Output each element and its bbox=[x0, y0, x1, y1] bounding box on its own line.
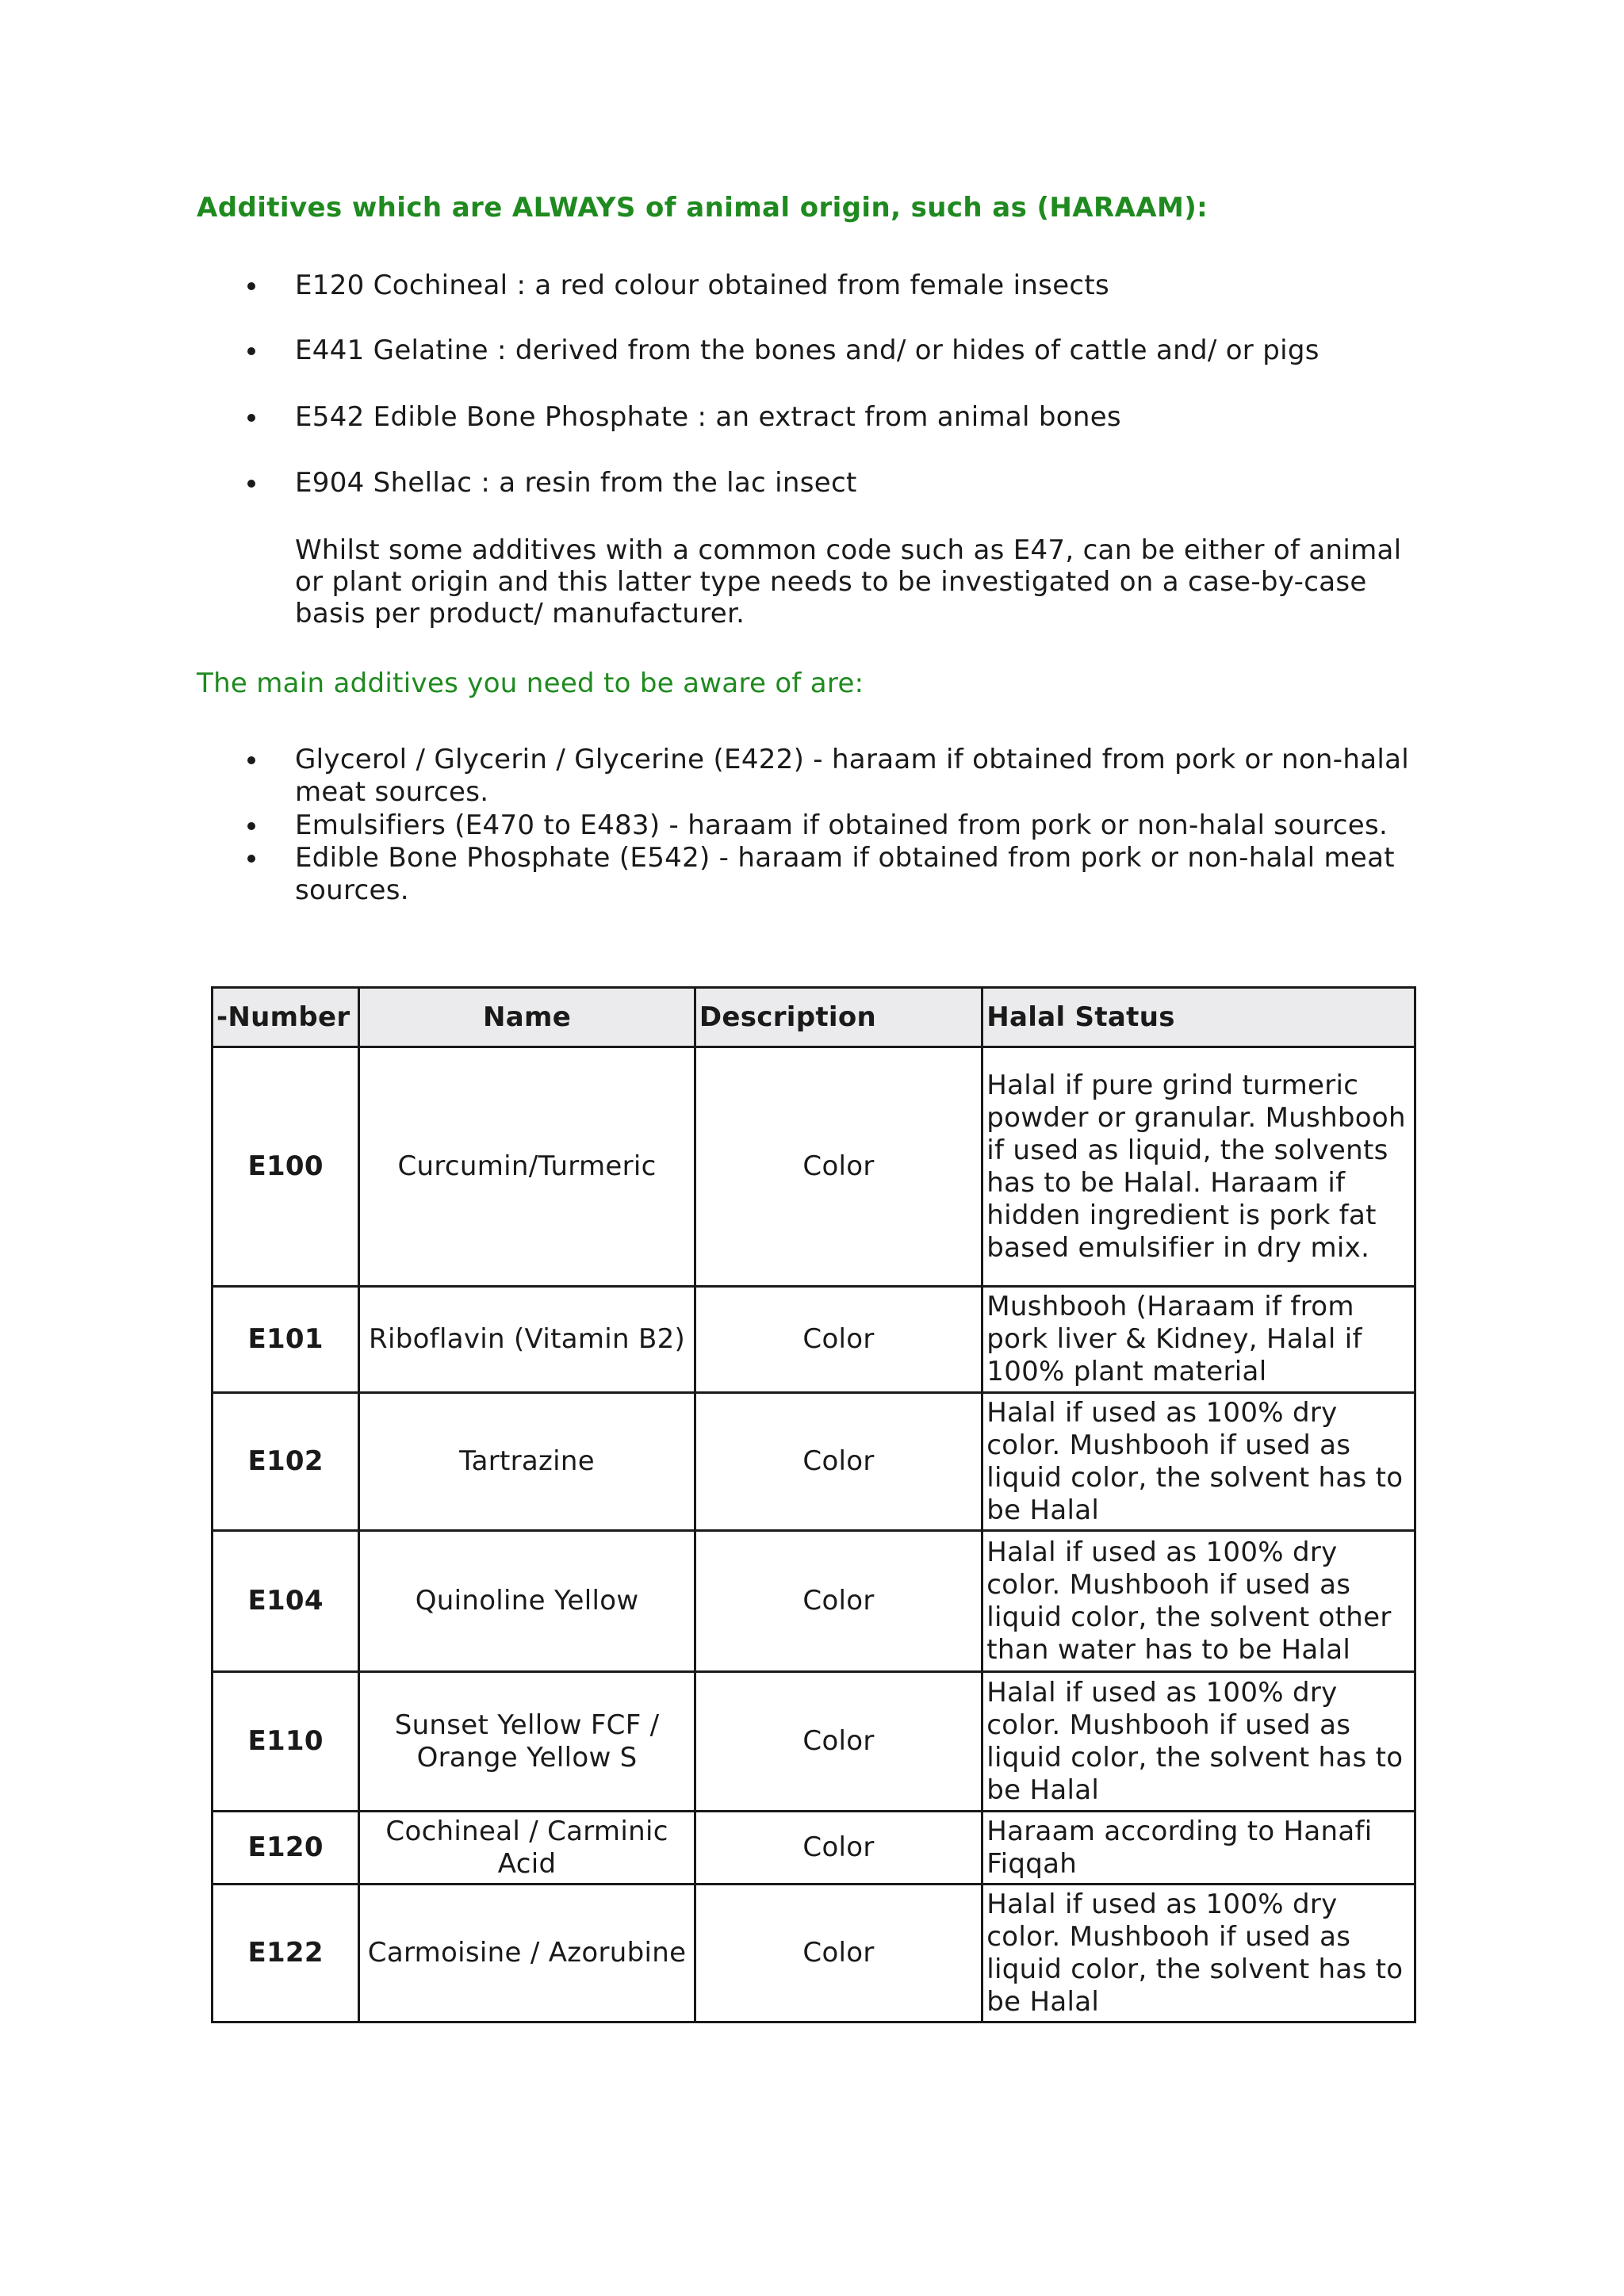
section-heading: Additives which are ALWAYS of animal origin, such as (HARAAM): bbox=[197, 192, 1208, 224]
list-item-text: E441 Gelatine : derived from the bones and/ or hides of cattle and/ or pigs bbox=[295, 335, 1320, 366]
cell-name: Tartrazine bbox=[359, 1393, 695, 1531]
list-item-text: Glycerol / Glycerin / Glycerine (E422) - haraam if obtained from pork or non-halal meat sources. bbox=[295, 744, 1409, 808]
cell-description: Color bbox=[695, 1531, 982, 1672]
column-header-name: Name bbox=[359, 988, 695, 1047]
cell-number: E104 bbox=[213, 1531, 359, 1672]
list-item-text: Edible Bone Phosphate (E542) - haraam if obtained from pork or non-halal meat sources. bbox=[295, 842, 1395, 906]
cell-status: Haraam according to Hanafi Fiqqah bbox=[982, 1812, 1415, 1885]
cell-name: Carmoisine / Azorubine bbox=[359, 1885, 695, 2022]
bullet-icon bbox=[247, 480, 255, 488]
table-row bbox=[213, 1287, 1415, 1393]
bullet-icon bbox=[247, 822, 255, 830]
bullet-icon bbox=[247, 282, 255, 290]
table-row bbox=[213, 1531, 1415, 1672]
list-item-text: E542 Edible Bone Phosphate : an extract from animal bones bbox=[295, 401, 1121, 433]
table-row bbox=[213, 1885, 1415, 2022]
table-header-row bbox=[213, 988, 1415, 1047]
cell-name: Sunset Yellow FCF / Orange Yellow S bbox=[359, 1672, 695, 1812]
table-row bbox=[213, 1672, 1415, 1812]
cell-status: Halal if pure grind turmeric powder or granular. Mushbooh if used as liquid, the solvents has to be Halal. Haraam if hidden ingredient is pork fat based emulsifier in dry mix. bbox=[982, 1047, 1415, 1287]
cell-name: Quinoline Yellow bbox=[359, 1531, 695, 1672]
cell-number: E101 bbox=[213, 1287, 359, 1393]
bullet-icon bbox=[247, 414, 255, 422]
cell-description: Color bbox=[695, 1047, 982, 1287]
cell-description: Color bbox=[695, 1885, 982, 2022]
cell-description: Color bbox=[695, 1393, 982, 1531]
column-header-description: Description bbox=[695, 988, 982, 1047]
cell-number: E100 bbox=[213, 1047, 359, 1287]
additives-table bbox=[211, 986, 1416, 2023]
cell-status: Halal if used as 100% dry color. Mushbooh if used as liquid color, the solvent has to be Halal bbox=[982, 1393, 1415, 1531]
cell-name: Cochineal / Carminic Acid bbox=[359, 1812, 695, 1885]
column-header-number: -Number bbox=[213, 988, 359, 1047]
bullet-icon bbox=[247, 756, 255, 764]
cell-name: Curcumin/Turmeric bbox=[359, 1047, 695, 1287]
cell-name: Riboflavin (Vitamin B2) bbox=[359, 1287, 695, 1393]
section-subheading: The main additives you need to be aware of are: bbox=[197, 668, 864, 699]
table-row bbox=[213, 1047, 1415, 1287]
cell-status: Mushbooh (Haraam if from pork liver & Kidney, Halal if 100% plant material bbox=[982, 1287, 1415, 1393]
cell-number: E120 bbox=[213, 1812, 359, 1885]
note-paragraph: Whilst some additives with a common code such as E47, can be either of animal or plant origin and this latter type needs to be investigated on a case-by-case basis per product/ manufacturer. bbox=[295, 534, 1402, 629]
bullet-icon bbox=[247, 347, 255, 355]
cell-status: Halal if used as 100% dry color. Mushbooh if used as liquid color, the solvent has to be Halal bbox=[982, 1672, 1415, 1812]
cell-status: Halal if used as 100% dry color. Mushbooh if used as liquid color, the solvent other than water has to be Halal bbox=[982, 1531, 1415, 1672]
cell-number: E122 bbox=[213, 1885, 359, 2022]
list-item-text: Emulsifiers (E470 to E483) - haraam if obtained from pork or non-halal sources. bbox=[295, 809, 1388, 841]
bullet-icon bbox=[247, 855, 255, 863]
cell-number: E110 bbox=[213, 1672, 359, 1812]
list-item-text: E904 Shellac : a resin from the lac insect bbox=[295, 467, 857, 499]
list-item-text: E120 Cochineal : a red colour obtained from female insects bbox=[295, 270, 1110, 301]
cell-number: E102 bbox=[213, 1393, 359, 1531]
cell-status: Halal if used as 100% dry color. Mushbooh if used as liquid color, the solvent has to be Halal bbox=[982, 1885, 1415, 2022]
table-row bbox=[213, 1812, 1415, 1885]
cell-description: Color bbox=[695, 1812, 982, 1885]
column-header-status: Halal Status bbox=[982, 988, 1415, 1047]
cell-description: Color bbox=[695, 1287, 982, 1393]
cell-description: Color bbox=[695, 1672, 982, 1812]
table-row bbox=[213, 1393, 1415, 1531]
